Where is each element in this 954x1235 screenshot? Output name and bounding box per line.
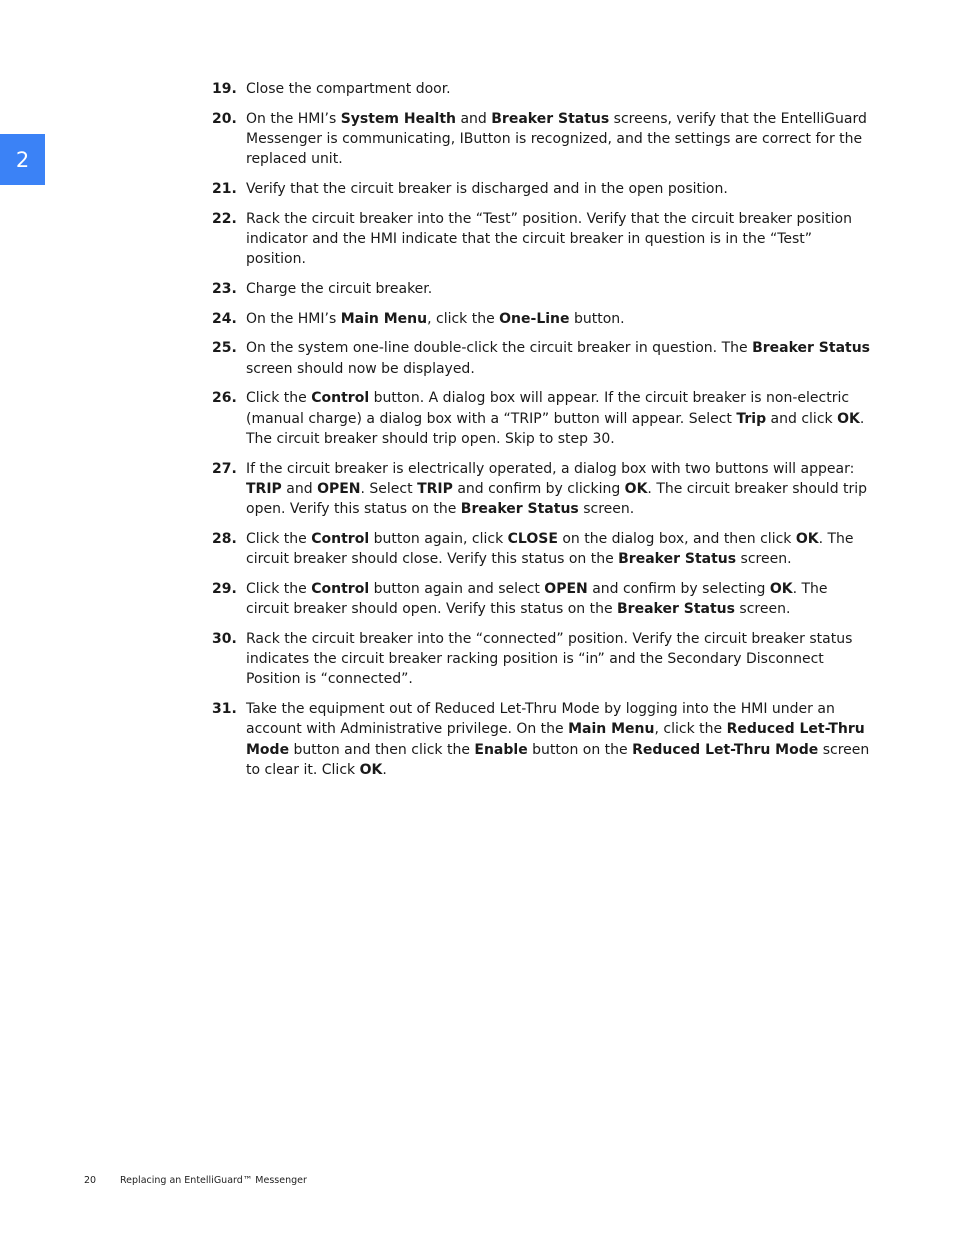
step-text [246,699,872,780]
step-number: 30. [212,630,237,647]
ui-term: Breaker Status [460,501,579,518]
step-text-run: button. A dialog box will appear. If the circuit breaker is non-electric (manual charge) a dialog box with a “TRIP” button will appear. Select [246,390,850,427]
ui-term: System Health [340,110,457,127]
step-text [246,388,872,449]
ui-term: TRIP [246,480,282,497]
step-number: 24. [212,310,237,327]
step-text [246,529,872,570]
footer-title: Replacing an EntelliGuard™ Messenger [120,1175,307,1186]
step-number: 27. [212,460,237,477]
step-item [212,109,872,170]
ui-term: Reduced Let-Thru Mode [632,741,819,758]
step-text-run: Verify that the circuit breaker is discharged and in the open position. [246,180,728,197]
step-text [246,338,872,379]
ui-term: CLOSE [507,530,558,547]
step-text-run: Take the equipment out of Reduced Let-Thru Mode by logging into the HMI under an account with Administrative privilege. On the [246,701,835,738]
step-text [246,179,872,199]
step-item [212,388,872,449]
step-text-run: On the system one-line double-click the circuit breaker in question. The [246,340,753,357]
ui-term: Breaker Status [752,340,871,357]
step-text-run: button. [569,310,625,327]
step-number: 31. [212,701,237,718]
ui-term: Breaker Status [491,110,610,127]
ui-term: OK [795,530,819,547]
step-item [212,529,872,570]
step-text [246,209,872,270]
step-text [246,79,872,99]
ui-term: Control [311,530,370,547]
step-text-run: Click the [246,530,312,547]
step-number: 21. [212,180,237,197]
step-text [246,279,872,299]
step-text-run: On the HMI’s [246,110,341,127]
ui-term: Main Menu [568,721,655,738]
ui-term: Trip [736,410,767,427]
ui-term: TRIP [417,480,453,497]
step-text-run: and [456,110,492,127]
step-number: 28. [212,530,237,547]
step-number: 19. [212,81,237,97]
step-text-run: . The circuit breaker should trip open. Verify this status on the [246,480,868,518]
ui-term: OK [624,480,648,497]
step-text-run: . The circuit breaker should open. Verify this status on the [246,580,828,618]
step-item [212,309,872,329]
page-footer [84,1175,307,1186]
ui-term: OPEN [544,580,588,597]
page-number: 20 [84,1175,97,1186]
step-text-run: . [382,762,387,778]
step-text-run: . The circuit breaker should close. Verify this status on the [246,530,854,568]
ui-term: Control [311,390,370,407]
step-text-run: Charge the circuit breaker. [246,280,433,297]
step-text [246,109,872,170]
step-text-run: , click the [427,310,500,327]
step-item [212,179,872,199]
step-text-run: and [281,480,318,497]
ui-term: OK [837,410,860,427]
step-item [212,459,872,520]
procedure-steps [212,79,872,790]
step-number: 29. [212,580,237,597]
step-text-run: , click the [654,721,727,738]
ui-term: One-Line [499,310,570,327]
step-item [212,209,872,270]
step-text [246,629,872,690]
step-text [246,309,872,329]
step-text-run: and click [766,410,838,427]
ui-term: Main Menu [340,310,428,327]
step-text-run: on the dialog box, and then click [557,530,796,547]
step-text-run: screen should now be displayed. [246,360,475,377]
step-text-run: On the HMI’s [246,310,341,327]
step-text-run: . The circuit breaker should trip open. Skip to step 30. [246,410,865,447]
step-text-run: button on the [527,741,633,758]
step-text [246,579,872,620]
ui-term: Enable [474,741,528,758]
ui-term: Control [311,580,370,597]
step-text-run: . Select [360,480,418,497]
step-text-run: Click the [246,390,312,407]
step-number: 23. [212,280,237,297]
ui-term: OK [769,580,793,597]
step-number: 20. [212,110,237,127]
step-item [212,338,872,379]
step-text-run: and confirm by clicking [452,480,625,497]
step-text [246,459,872,520]
step-text-run: Rack the circuit breaker into the “Test” position. Verify that the circuit breaker position indicator and the HMI indicate that the circuit breaker in question is in the “Test” position. [246,210,852,268]
step-text-run: screen. [734,601,791,618]
ui-term: Breaker Status [617,601,735,618]
step-text-run: screen. [736,551,792,568]
step-item [212,79,872,99]
step-text-run: Click the [246,580,312,597]
step-text-run: If the circuit breaker is electrically operated, a dialog box with two buttons will appear: [246,460,855,477]
ui-term: OK [359,762,383,778]
chapter-number: 2 [15,147,30,172]
step-item [212,579,872,620]
ui-term: Reduced Let-Thru Mode [246,721,865,758]
step-text-run: button and then click the [289,741,475,758]
step-item [212,699,872,780]
chapter-tab [0,134,45,185]
step-text-run: Rack the circuit breaker into the “connected” position. Verify the circuit breaker status indicates the circuit breaker racking position is “in” and the Secondary Disconnect Position is “connected”. [246,630,853,688]
step-number: 22. [212,210,237,227]
step-text-run: button again, click [369,530,508,547]
ui-term: Breaker Status [618,551,737,568]
ui-term: OPEN [317,480,361,497]
step-item [212,279,872,299]
step-number: 25. [212,340,237,357]
step-text-run: and confirm by selecting [587,580,770,597]
step-text-run: screens, verify that the EntelliGuard Messenger is communicating, IButton is recognized, and the settings are correct for the replaced unit. [246,110,867,168]
step-text-run: screen. [578,501,635,518]
step-item [212,629,872,690]
step-text-run: button again and select [369,580,545,597]
step-text-run: screen to clear it. Click [246,741,870,778]
step-text-run: Close the compartment door. [246,81,451,97]
step-number: 26. [212,390,237,407]
